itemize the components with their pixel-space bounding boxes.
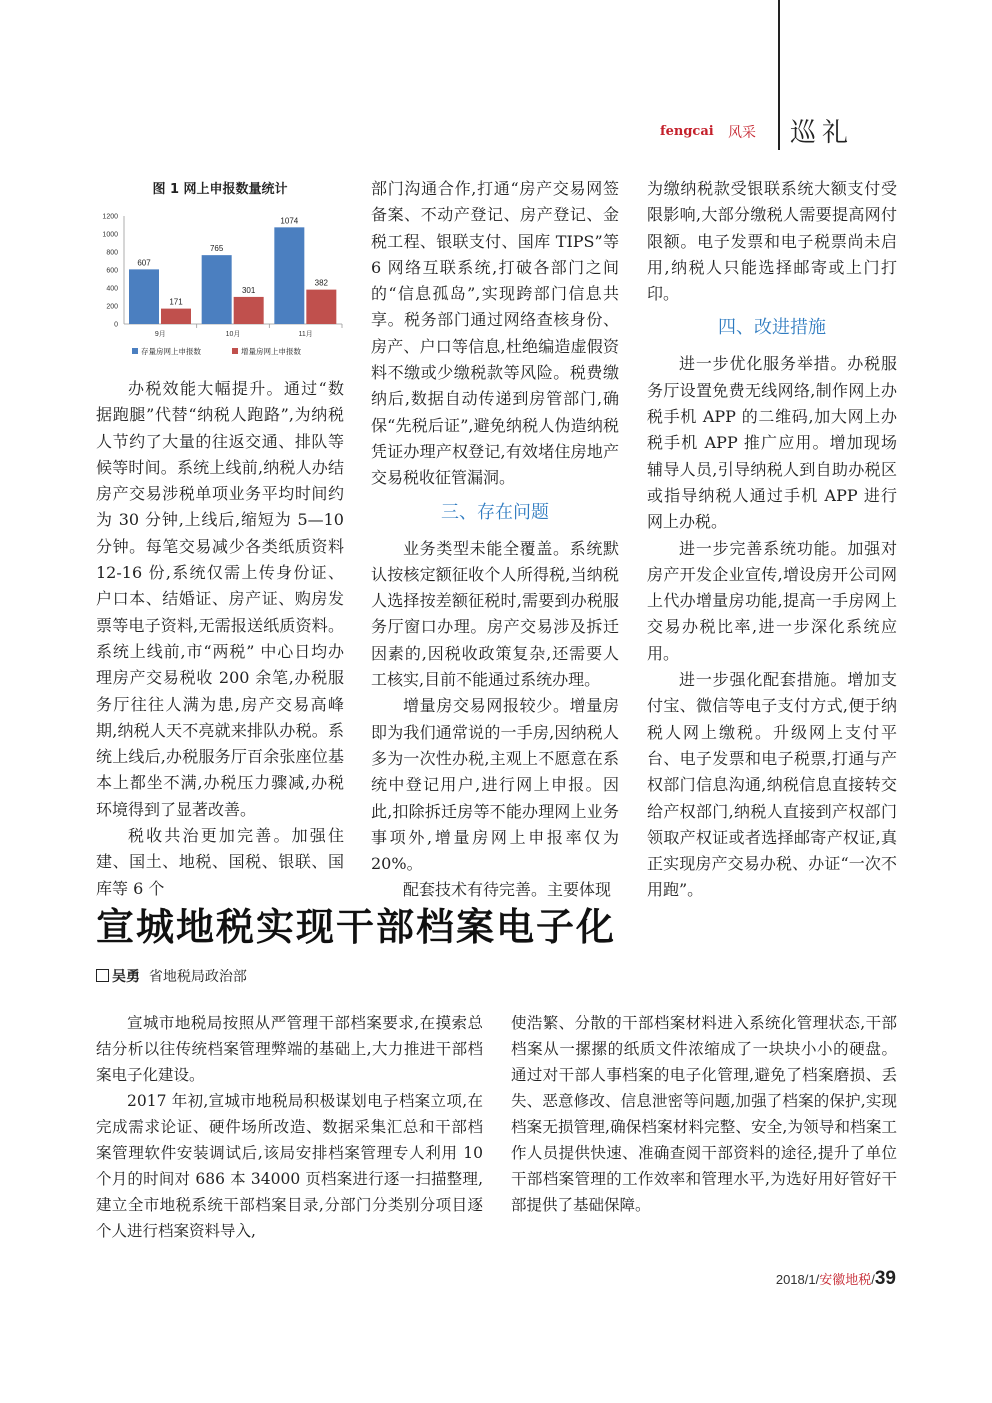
header-cn: 风采 [728,125,756,141]
data-label: 1074 [280,216,299,226]
legend-swatch [132,348,138,354]
y-tick-label: 600 [106,267,118,275]
legend-label: 增量房网上申报数 [241,347,301,356]
paragraph: 增量房交易网报较少。增量房即为我们通常说的一手房,因纳税人多为一次性办税,主观上不愿意在系统中登记用户,进行网上申报。因此,扣除拆迁房等不能办理网上业务事项外,增量房网上申报率仅为 20%。 [371,696,619,874]
y-tick-label: 1000 [102,231,118,239]
figure-title: 图 1 网上申报数量统计 [152,182,288,197]
data-label: 171 [169,297,183,307]
paragraph: 部门沟通合作,打通“房产交易网签备案、不动产登记、房产登记、金税工程、银联支付、国库 TIPS”等 6 网络互联系统,打破各部门之间的“信息孤岛”,实现跨部门信息共享。税务部门通过网络查核身份、房产、户口等信息,杜绝编造虚假资料不缴或少缴税款等风险。税费缴纳后,数据自动传递到房管部门,确保“先税后证”,避免纳税人伪造纳税凭证办理产权登记,有效堵住房地产交易税收征管漏洞。 [371,179,619,488]
bar [129,269,159,324]
data-label: 607 [137,258,151,268]
bar [274,227,304,324]
y-tick-label: 400 [106,285,118,293]
legend-swatch [232,348,238,354]
article-column-1 [96,1010,483,1244]
article-column-2 [511,1010,897,1218]
page-number: 39 [874,1268,896,1289]
author-org: 省地税局政治部 [148,969,247,985]
column-2 [371,176,619,904]
header-rule [778,0,780,150]
bar-chart [96,204,346,364]
byline [96,966,247,986]
y-tick-label: 0 [114,321,118,329]
author: 吴勇 [112,969,140,985]
bar [161,309,191,324]
bar [306,290,336,324]
paragraph: 进一步强化配套措施。增加支付宝、微信等电子支付方式,便于纳税人网上缴税。升级网上支付平台、电子发票和电子税票,打通与产权部门信息沟通,纳税信息直接转交给产权部门,纳税人直接到产权部门领取产权证或者选择邮寄产权证,真正实现房产交易办税、办证“一次不用跑”。 [647,670,897,900]
section-heading: 三、存在问题 [441,501,549,523]
paragraph: 使浩繁、分散的干部档案材料进入系统化管理状态,干部档案从一摞摞的纸质文件浓缩成了一块块小小的硬盘。通过对干部人事档案的电子化管理,避免了档案磨损、丢失、恶意修改、信息泄密等问题,加强了档案的保护,实现档案无损管理,确保档案材料完整、安全,为领导和档案工作人员提供快速、准确查阅干部资料的途径,提升了单位干部档案管理的工作效率和管理水平,为选好用好管好干部提供了基础保障。 [511,1014,897,1214]
column-1 [96,376,344,902]
legend-label: 存量房网上申报数 [141,347,201,356]
paragraph: 办税效能大幅提升。通过“数据跑腿”代替“纳税人跑路”,为纳税人节约了大量的往返交通、排队等候等时间。系统上线前,纳税人办结房产交易涉税单项业务平均时间约为 30 分钟,上线后,缩短为 5—10 分钟。每笔交易减少各类纸质资料 12-16 份,系统仅需上传身份证、户口本、结婚证、房产证、购房发票等电子资料,无需报送纸质资料。系统上线前,市“两税” 中心日均办理房产交易税收 200 余笔,办税服务厅往往人满为患,房产交易高峰期,纳税人天不亮就来排队办税。系统上线后,办税服务厅百余张座位基本上都坐不满,办税压力骤减,办税环境得到了显著改善。 [96,379,344,819]
paragraph: 业务类型未能全覆盖。系统默认按核定额征收个人所得税,当纳税人选择按差额征税时,需要到办税服务厅窗口办理。房产交易涉及拆迁因素的,因税收政策复杂,还需要人工核实,目前不能通过系统办理。 [371,538,619,690]
paragraph: 税收共治更加完善。加强住建、国土、地税、国税、银联、国库等 6 个 [96,826,344,898]
header-en: fengcai [660,124,714,139]
paragraph: 为缴纳税款受银联系统大额支付受限影响,大部分缴税人需要提高网付限额。电子发票和电子税票尚未启用,纳税人只能选择邮寄或上门打印。 [647,179,897,304]
data-label: 382 [314,278,329,288]
x-tick-label: 10月 [225,331,241,338]
y-tick-label: 1200 [102,213,118,221]
article-title: 宣城地税实现干部档案电子化 [96,905,617,949]
bar [202,255,232,324]
section-heading: 四、改进措施 [718,317,826,339]
section-title: 巡礼 [790,118,855,148]
data-label: 765 [209,244,224,254]
y-tick-label: 800 [106,249,118,257]
paragraph: 2017 年初,宣城市地税局积极谋划电子档案立项,在完成需求论证、硬件场所改造、数据采集汇总和干部档案管理软件安装调试后,该局安排档案管理专人利用 10 个月的时间对 686 本 34000 页档案进行逐一扫描整理,建立全市地税系统干部档案目录,分部门分类别分项目逐个人进行档案资料导入, [96,1092,483,1240]
x-tick-label: 11月 [298,331,313,338]
bar [234,297,264,324]
paragraph: 进一步完善系统功能。加强对房产开发企业宣传,增设房开公司网上代办增量房功能,提高一手房网上交易办税比率,进一步深化系统应用。 [647,538,897,663]
paragraph: 配套技术有待完善。主要体现 [403,880,612,900]
column-3 [647,176,897,904]
page-footer [776,1268,896,1290]
y-tick-label: 200 [106,303,118,311]
paragraph: 进一步优化服务举措。办税服务厅设置免费无线网络,制作网上办税手机 APP 的二维码,加大网上办税手机 APP 推广应用。增加现场辅导人员,引导纳税人到自助办税区或指导纳税人通过手机 APP 进行网上办税。 [647,354,897,532]
footer-separator: / [871,1272,875,1287]
x-tick-label: 9月 [154,331,166,338]
data-label: 301 [241,285,256,295]
issue-date: 2018/1/ [775,1272,820,1287]
paragraph: 宣城市地税局按照从严管理干部档案要求,在摸索总结分析以往传统档案管理弊端的基础上,大力推进干部档案电子化建设。 [96,1014,483,1084]
square-icon [96,969,109,982]
magazine-name: 安徽地税 [819,1272,872,1287]
